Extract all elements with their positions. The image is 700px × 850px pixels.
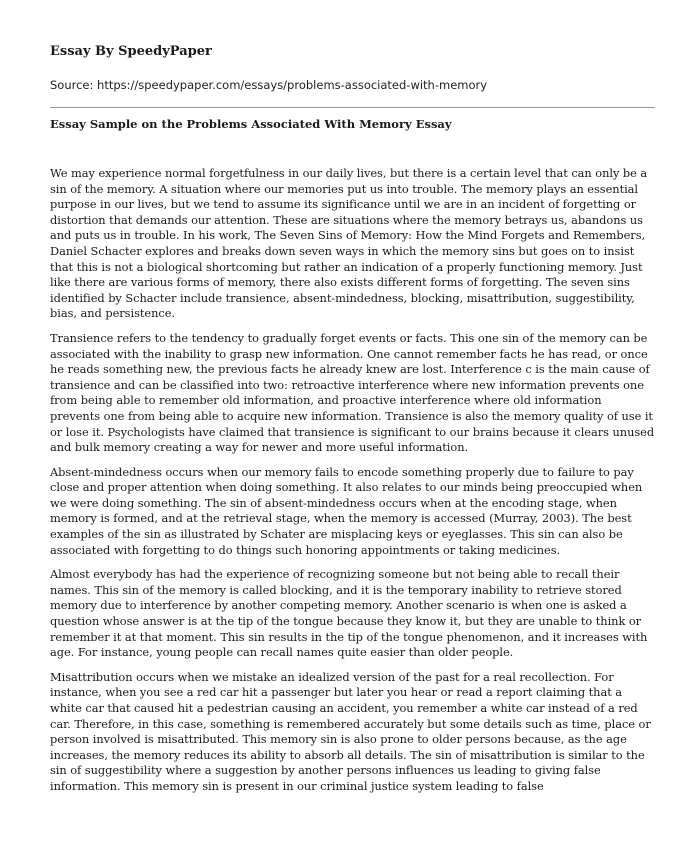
essay-body	[50, 166, 655, 795]
brand-heading: Essay By SpeedyPaper	[50, 44, 212, 59]
paragraph: Transience refers to the tendency to gradually forget events or facts. This one sin of the memory can be associated with the inability to grasp new information. One cannot remember facts he has read, or once he reads something new, the previous facts he already knew are lost. Interference c is the main cause of transience and can be classified into two: retroactive interference where new information prevents one from being able to remember old information, and proactive interference where old information prevents one from being able to acquire new information. Transience is also the memory quality of use it or lose it. Psychologists have claimed that transience is significant to our brains because it clears unused and bulk memory creating a way for newer and more useful information.	[50, 330, 655, 455]
essay-title: Essay Sample on the Problems Associated With Memory Essay	[50, 117, 452, 131]
divider	[50, 107, 655, 108]
paragraph: Misattribution occurs when we mistake an idealized version of the past for a real recollection. For instance, when you see a red car hit a passenger but later you hear or read a report claiming that a white car that caused hit a pedestrian causing an accident, you remember a white car instead of a red car. Therefore, in this case, something is remembered accurately but some details such as time, place or person involved is misattributed. This memory sin is also prone to older persons because, as the age increases, the memory reduces its ability to absorb all details. The sin of misattribution is similar to the sin of suggestibility where a suggestion by another persons influences us leading to giving false information. This memory sin is present in our criminal justice system leading to false	[50, 669, 651, 793]
paragraph: Absent-mindedness occurs when our memory fails to encode something properly due to failure to pay close and proper attention when doing something. It also relates to our minds being preoccupied when we were doing something. The sin of absent-mindedness occurs when at the encoding stage, when memory is formed, and at the retrieval stage, when the memory is accessed (Murray, 2003). The best examples of the sin as illustrated by Schater are misplacing keys or eyeglasses. This sin can also be associated with forgetting to do things such honoring appointments or taking medicines.	[50, 464, 643, 557]
source-line: Source: https://speedypaper.com/essays/problems-associated-with-memory	[50, 78, 488, 92]
paragraph: We may experience normal forgetfulness in our daily lives, but there is a certain level that can only be a sin of the memory. A situation where our memories put us into trouble. The memory plays an essential purpose in our lives, but we tend to assume its significance until we are in an incident of forgetting or distortion that demands our attention. These are situations where the memory betrays us, abandons us and puts us in trouble. In his work, The Seven Sins of Memory: How the Mind Forgets and Remembers, Daniel Schacter explores and breaks down seven ways in which the memory sins but goes on to insist that this is not a biological shortcoming but rather an indication of a properly functioning memory. Just like there are various forms of memory, there also exists different forms of forgetting. The seven sins identified by Schacter include transience, absent-mindedness, blocking, misattribution, suggestibility, bias, and persistence.	[50, 166, 648, 321]
paragraph: Almost everybody has had the experience of recognizing someone but not being able to recall their names. This sin of the memory is called blocking, and it is the temporary inability to retrieve stored memory due to interference by another competing memory. Another scenario is when one is asked a question whose answer is at the tip of the tongue because they know it, but they are unable to think or remember it at that moment. This sin results in the tip of the tongue phenomenon, and it increases with age. For instance, young people can recall names quite easier than older people.	[50, 567, 648, 660]
document-page	[50, 44, 655, 804]
